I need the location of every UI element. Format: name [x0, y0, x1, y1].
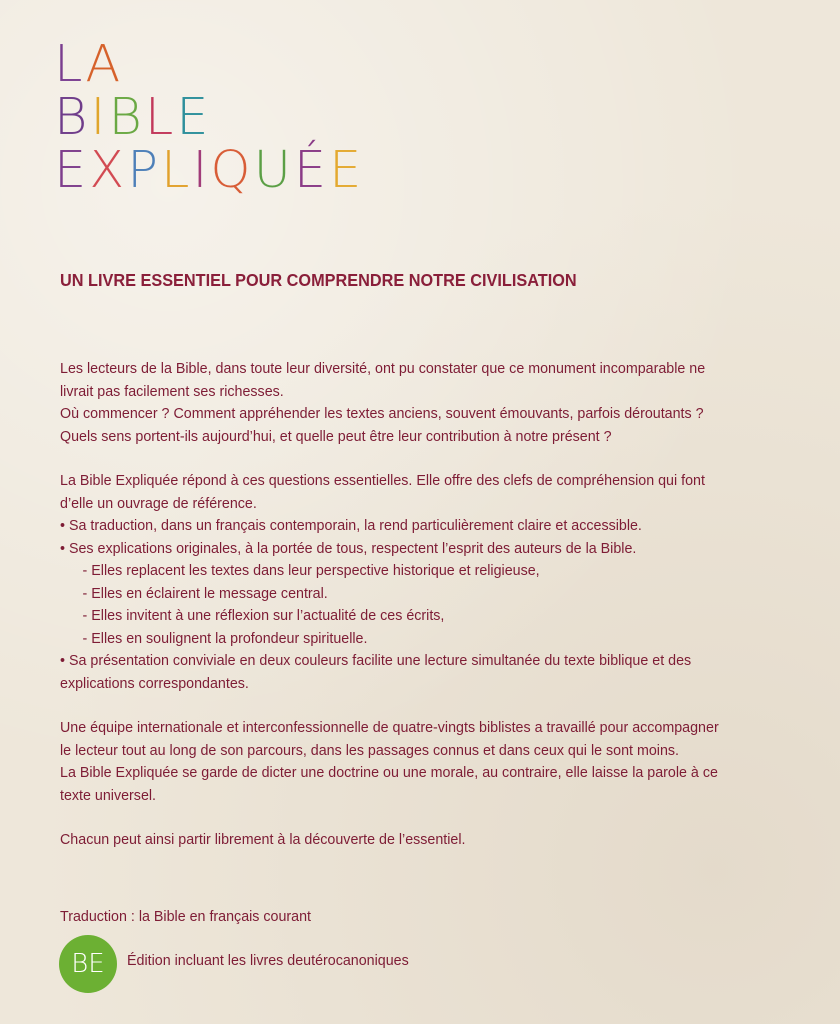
paragraph-1-line-1: Les lecteurs de la Bible, dans toute leur diversité, ont pu constater que ce monument incomparable ne — [60, 360, 706, 377]
logo-letter: É — [293, 141, 330, 200]
paragraph-1-line-4: Quels sens portent-ils aujourd’hui, et quelle peut être leur contribution à notre présent ? — [60, 427, 612, 445]
book-title-logo — [54, 35, 365, 200]
logo-line-3 — [54, 141, 365, 200]
paragraph-2-line-1: La Bible Expliquée répond à ces questions essentielles. Elle offre des clefs de compréhension qui font — [60, 472, 705, 489]
logo-letter: E — [176, 88, 212, 147]
logo-letter: I — [192, 141, 211, 200]
logo-line-2 — [54, 88, 364, 147]
sub-item-perspective: - Elles replacent les textes dans leur perspective historique et religieuse, — [82, 562, 540, 579]
paragraph-2-line-2: d’elle un ouvrage de référence. — [60, 494, 257, 512]
logo-letter: Q — [210, 141, 254, 200]
logo-letter: L — [54, 35, 86, 94]
logo-letter: U — [253, 141, 294, 200]
paragraph-gap — [60, 695, 756, 717]
paragraph-gap — [60, 807, 756, 829]
paragraph-1-line-3: Où commencer ? Comment appréhender les textes anciens, souvent émouvants, parfois déroutants ? — [60, 405, 704, 422]
logo-line-1 — [54, 35, 364, 94]
logo-letter: I — [90, 88, 109, 147]
logo-letter: B — [54, 88, 91, 147]
paragraph-3-line-2: le lecteur tout au long de son parcours, dans les passages connus et dans ceux qui le sont moins. — [60, 741, 680, 759]
paragraph-3-line-1: Une équipe internationale et interconfessionnelle de quatre-vingts biblistes a travaillé pour accompagner — [60, 719, 719, 736]
paragraph-3-line-4: texte universel. — [60, 786, 157, 804]
badge-text: BE — [71, 949, 105, 979]
paragraph-gap — [60, 448, 756, 470]
sub-item-depth: - Elles en soulignent la profondeur spirituelle. — [82, 629, 368, 647]
bullet-translation: • Sa traduction, dans un français contemporain, la rend particulièrement claire et accessible. — [60, 517, 642, 534]
logo-letter: E — [329, 141, 365, 200]
paragraph-3-line-3: La Bible Expliquée se garde de dicter une doctrine ou une morale, au contraire, elle laisse la parole à ce — [60, 764, 718, 781]
logo-letter: B — [108, 88, 145, 147]
logo-letter: L — [144, 88, 177, 147]
sub-item-reflection: - Elles invitent à une réflexion sur l’actualité de ces écrits, — [82, 607, 445, 624]
tagline: UN LIVRE ESSENTIEL POUR COMPRENDRE NOTRE CIVILISATION — [60, 270, 577, 290]
logo-letter: P — [127, 141, 161, 200]
logo-letter: A — [85, 35, 124, 94]
be-badge-icon — [59, 935, 117, 993]
description-body — [60, 358, 756, 852]
paragraph-4: Chacun peut ainsi partir librement à la découverte de l’essentiel. — [60, 831, 466, 848]
bullet-explanations: • Ses explications originales, à la portée de tous, respectent l’esprit des auteurs de la Bible. — [60, 539, 637, 557]
bullet-presentation-line-2: explications correspondantes. — [60, 674, 249, 692]
bullet-presentation-line-1: • Sa présentation conviviale en deux couleurs facilite une lecture simultanée du texte biblique et des — [60, 652, 692, 669]
logo-letter: X — [89, 141, 128, 200]
translation-credit: Traduction : la Bible en français courant — [60, 908, 312, 925]
logo-letter: E — [54, 141, 90, 200]
paragraph-1-line-2: livrait pas facilement ses richesses. — [60, 382, 284, 400]
logo-letter: L — [160, 141, 193, 200]
edition-note: Édition incluant les livres deutérocanoniques — [127, 952, 409, 969]
sub-item-message: - Elles en éclairent le message central. — [82, 584, 328, 602]
